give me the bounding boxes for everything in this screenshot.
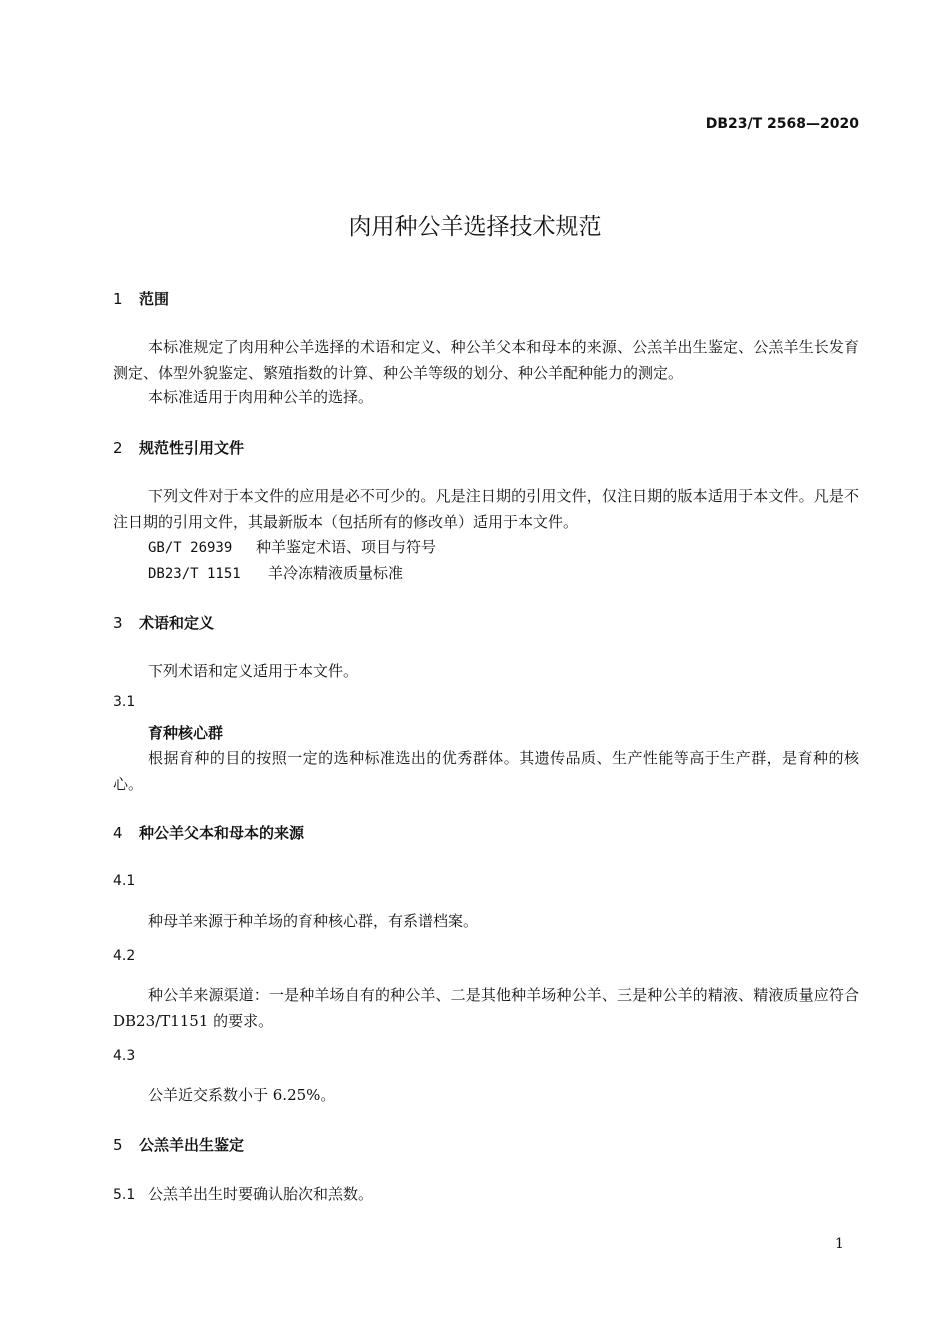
subsection-number: 4.1 bbox=[113, 873, 136, 889]
section-number: 1 bbox=[113, 290, 123, 308]
reference-title: 种羊鉴定术语、项目与符号 bbox=[256, 538, 437, 556]
page-number: 1 bbox=[835, 1236, 844, 1252]
section-number: 3 bbox=[113, 614, 123, 632]
paragraph: 本标准适用于肉用种公羊的选择。 bbox=[148, 388, 374, 406]
reference-code: DB23/T 1151 bbox=[148, 566, 241, 582]
paragraph: 公羊近交系数小于 6.25%。 bbox=[148, 1086, 336, 1104]
paragraph: 种母羊来源于种羊场的育种核心群，有系谱档案。 bbox=[148, 912, 479, 930]
paragraph: 下列术语和定义适用于本文件。 bbox=[148, 662, 359, 680]
subsection-number: 3.1 bbox=[113, 694, 136, 710]
clause-text: 公羔羊出生时要确认胎次和羔数。 bbox=[148, 1185, 374, 1203]
section-number: 2 bbox=[113, 439, 123, 457]
paragraph: 种公羊来源渠道：一是种羊场自有的种公羊、二是其他种羊场种公羊、三是种公羊的精液、精液质量应符合 DB23/T1151 的要求。 bbox=[113, 986, 859, 1030]
subsection-number: 5.1 bbox=[113, 1187, 136, 1203]
subsection-number: 4.3 bbox=[113, 1048, 136, 1064]
section-heading-2 bbox=[113, 437, 244, 458]
term-definition: 根据育种的目的按照一定的选种标准选出的优秀群体。其遗传品质、生产性能等高于生产群，是育种的核心。 bbox=[113, 749, 859, 793]
section-heading-1 bbox=[113, 288, 169, 309]
reference-item bbox=[148, 562, 403, 583]
numbered-clause bbox=[113, 1183, 373, 1204]
section-title: 范围 bbox=[139, 290, 170, 308]
reference-item bbox=[148, 536, 436, 557]
section-title: 术语和定义 bbox=[139, 614, 215, 632]
term-name: 育种核心群 bbox=[148, 724, 224, 742]
section-number: 5 bbox=[113, 1136, 123, 1154]
section-number: 4 bbox=[113, 824, 123, 842]
section-title: 规范性引用文件 bbox=[139, 439, 245, 457]
reference-title: 羊冷冻精液质量标准 bbox=[268, 564, 404, 582]
document-title: 肉用种公羊选择技术规范 bbox=[348, 214, 602, 240]
paragraph: 下列文件对于本文件的应用是必不可少的。凡是注日期的引用文件，仅注日期的版本适用于本文件。凡是不注日期的引用文件，其最新版本（包括所有的修改单）适用于本文件。 bbox=[113, 487, 859, 531]
section-heading-3 bbox=[113, 612, 214, 633]
section-title: 种公羊父本和母本的来源 bbox=[139, 824, 305, 842]
paragraph: 本标准规定了肉用种公羊选择的术语和定义、种公羊父本和母本的来源、公羔羊出生鉴定、公羔羊生长发育测定、体型外貌鉴定、繁殖指数的计算、种公羊等级的划分、种公羊配种能力的测定。 bbox=[113, 338, 859, 382]
section-heading-5 bbox=[113, 1134, 244, 1155]
section-title: 公羔羊出生鉴定 bbox=[139, 1136, 245, 1154]
reference-code: GB/T 26939 bbox=[148, 540, 233, 556]
standard-code: DB23/T 2568—2020 bbox=[705, 116, 859, 132]
subsection-number: 4.2 bbox=[113, 948, 136, 964]
section-heading-4 bbox=[113, 822, 304, 843]
